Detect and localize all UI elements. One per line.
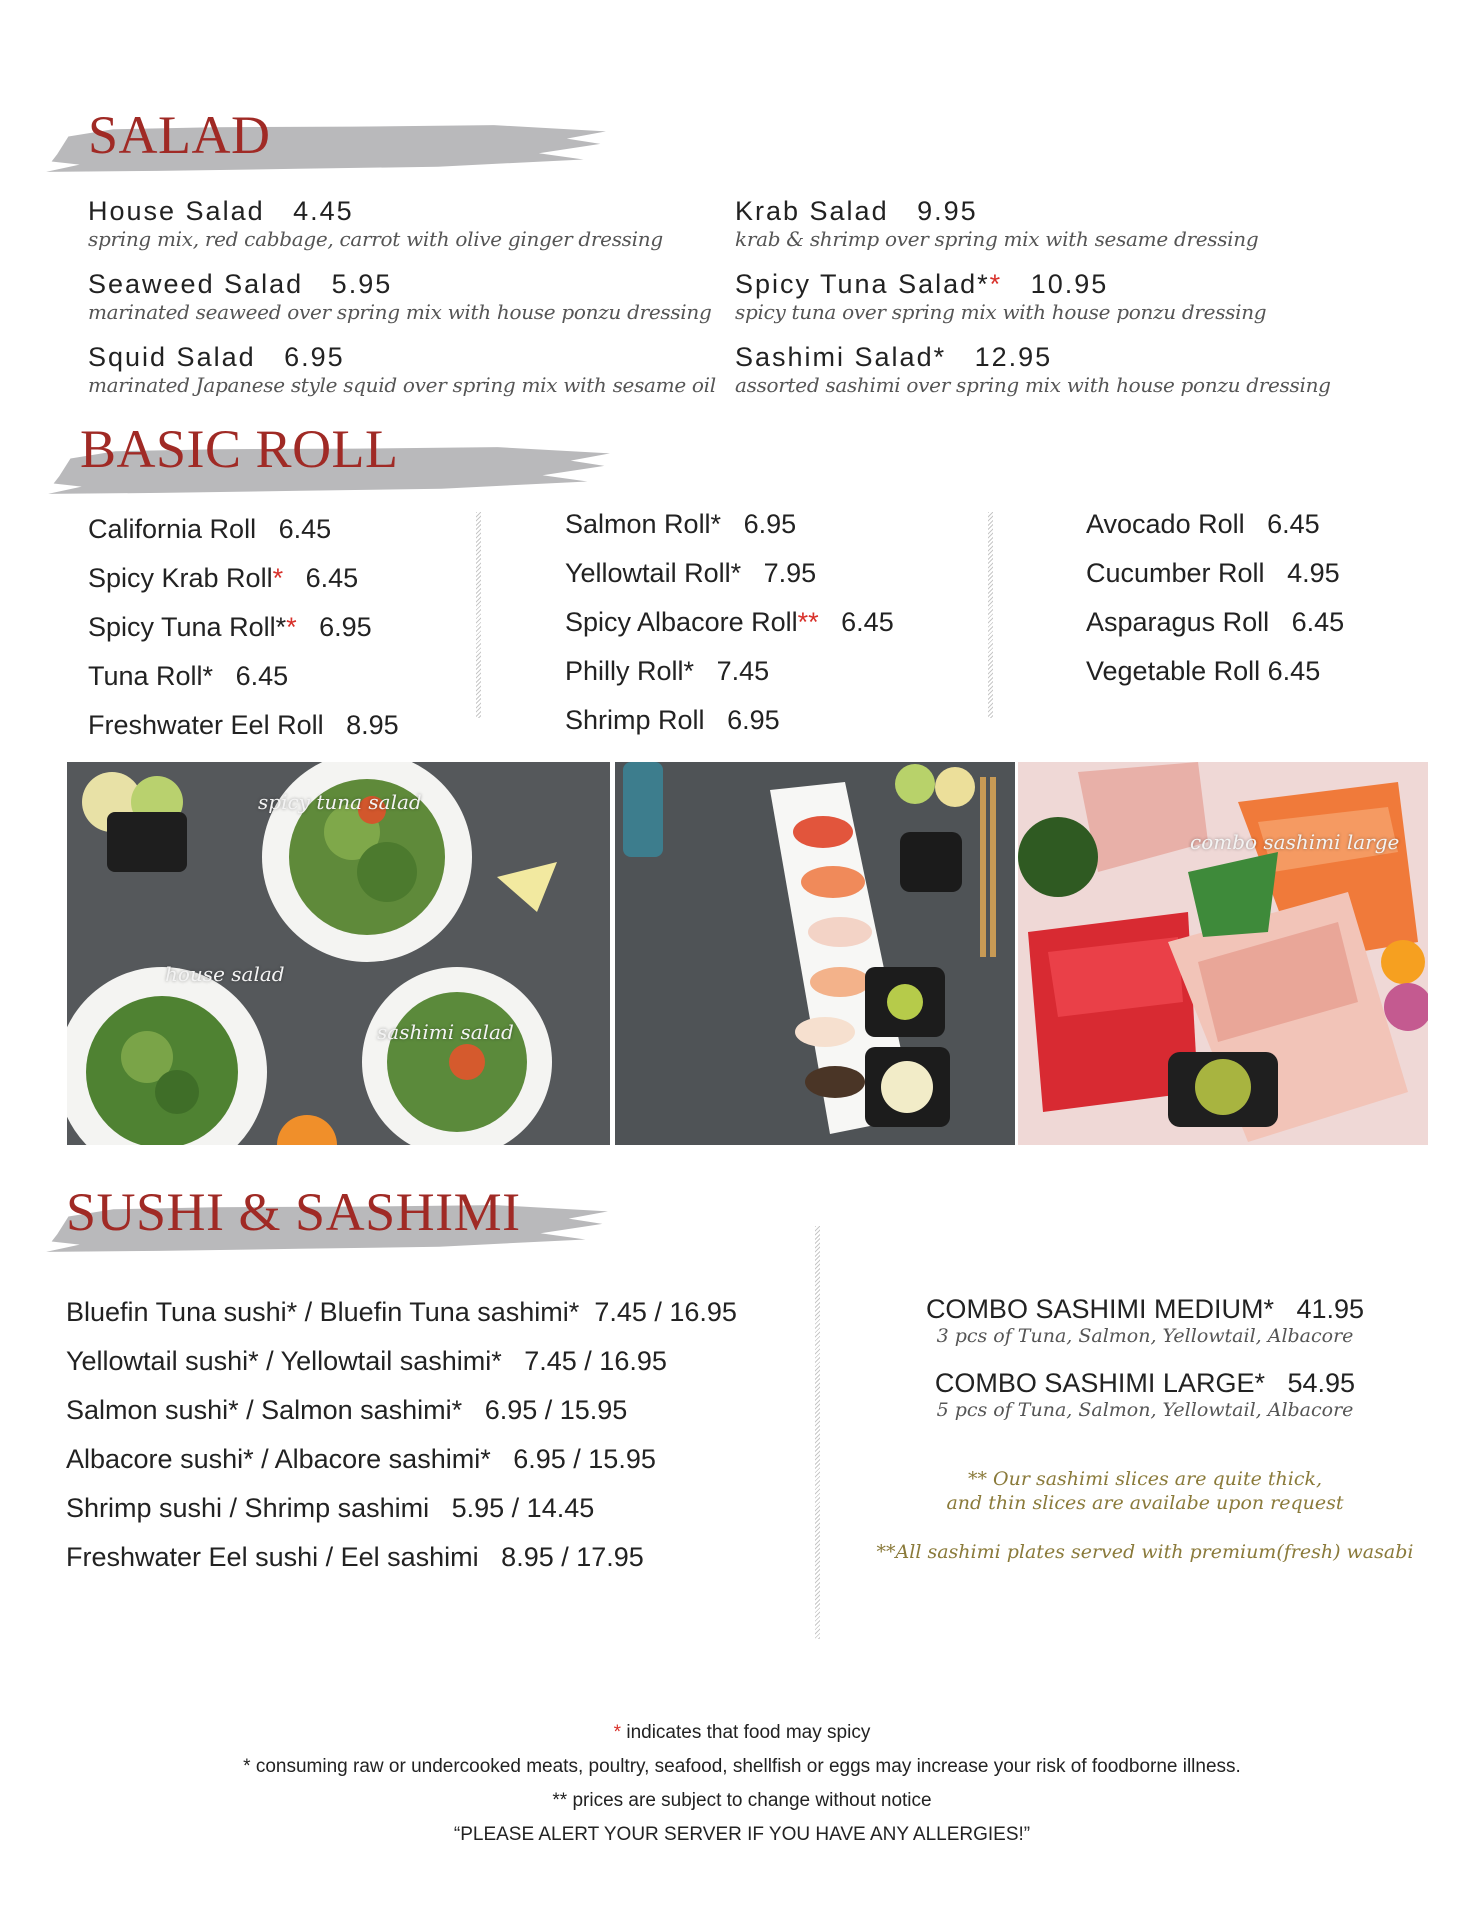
nigiri-photo-image (615, 762, 1015, 1145)
salad-item-seaweed (88, 271, 711, 322)
item-description: marinated Japanese style squid over spring mix with sesame oil (88, 373, 716, 397)
list-item: Bluefin Tuna sushi* / Bluefin Tuna sashimi* 7.45 / 16.95 (66, 1297, 737, 1327)
combo-sashimi-large (905, 1370, 1385, 1420)
item-name: Spicy Tuna Salad* (735, 269, 990, 299)
item-name: House Salad (88, 196, 265, 226)
note-line: and thin slices are availabe upon request (946, 1491, 1344, 1514)
column-divider (988, 512, 993, 718)
salad-item-krab (735, 198, 1258, 249)
list-item: Freshwater Eel Roll 8.95 (88, 710, 399, 740)
combo-sashimi-photo (1018, 762, 1428, 1145)
combo-title: COMBO SASHIMI LARGE* (934, 1368, 1265, 1398)
list-item: Yellowtail Roll* 7.95 (565, 558, 817, 588)
footer-allergy-alert: “PLEASE ALERT YOUR SERVER IF YOU HAVE ANY ALLERGIES!” (453, 1824, 1031, 1845)
item-price: 4.45 (293, 196, 354, 226)
list-item: Albacore sushi* / Albacore sashimi* 6.95 / 15.95 (66, 1444, 656, 1474)
list-item: Avocado Roll 6.45 (1086, 509, 1320, 539)
spicy-mark: ** (797, 607, 819, 637)
list-item: Tuna Roll* 6.45 (88, 661, 289, 691)
list-item: Spicy Tuna Roll** 6.95 (88, 612, 372, 642)
list-item: California Roll 6.45 (88, 514, 332, 544)
sushi-sashimi-section-title: SUSHI & SASHIMI (66, 1182, 521, 1242)
list-item: Freshwater Eel sushi / Eel sashimi 8.95 / 17.95 (66, 1542, 644, 1572)
list-item: Spicy Krab Roll* 6.45 (88, 563, 359, 593)
column-divider (815, 1226, 820, 1639)
list-item: Shrimp sushi / Shrimp sashimi 5.95 / 14.45 (66, 1493, 595, 1523)
item-price: 6.95 (284, 342, 345, 372)
note-line: ** Our sashimi slices are quite thick, (967, 1468, 1323, 1490)
item-name: Sashimi Salad* (735, 342, 947, 372)
item-name: Seaweed Salad (88, 269, 304, 299)
item-name: Krab Salad (735, 196, 889, 226)
sashimi-thickness-note (905, 1468, 1385, 1516)
footer-price-note: ** prices are subject to change without notice (552, 1790, 932, 1811)
list-item: Philly Roll* 7.45 (565, 656, 770, 686)
photo-label-combo-sashimi-large: combo sashimi large (1190, 830, 1400, 854)
sushi-list (66, 1299, 737, 1593)
list-item: Yellowtail sushi* / Yellowtail sashimi* 7.45 / 16.95 (66, 1346, 667, 1376)
salad-item-sashimi (735, 344, 1331, 395)
list-item: Salmon sushi* / Salmon sashimi* 6.95 / 15.95 (66, 1395, 628, 1425)
combo-sashimi-photo-image (1018, 762, 1428, 1145)
item-description: marinated seaweed over spring mix with house ponzu dressing (88, 300, 712, 324)
salads-photo-image (67, 762, 610, 1145)
salad-item-squid (88, 344, 716, 395)
item-price: 10.95 (1030, 269, 1109, 299)
spicy-mark: * (272, 563, 284, 593)
spicy-mark: * (613, 1722, 622, 1743)
salad-section-title: SALAD (88, 105, 271, 165)
roll-column-3 (1086, 511, 1344, 707)
item-description: spicy tuna over spring mix with house ponzu dressing (735, 300, 1267, 324)
combo-description: 3 pcs of Tuna, Salmon, Yellowtail, Albacore (936, 1325, 1354, 1347)
photo-label-sashimi-salad: sashimi salad (377, 1020, 514, 1044)
item-price: 9.95 (917, 196, 978, 226)
item-name: Squid Salad (88, 342, 256, 372)
wasabi-note: **All sashimi plates served with premium(fresh) wasabi (876, 1541, 1414, 1563)
list-item: Cucumber Roll 4.95 (1086, 558, 1340, 588)
salad-item-house (88, 198, 663, 249)
salad-item-spicy-tuna (735, 271, 1266, 322)
roll-column-1 (88, 516, 399, 761)
combo-description: 5 pcs of Tuna, Salmon, Yellowtail, Albacore (936, 1399, 1354, 1421)
list-item: Vegetable Roll 6.45 (1086, 656, 1321, 686)
spicy-mark: * (286, 612, 297, 642)
spicy-mark: * (989, 269, 1003, 299)
list-item: Salmon Roll* 6.95 (565, 509, 797, 539)
nigiri-photo (615, 762, 1015, 1145)
photo-label-house-salad: house salad (165, 962, 285, 986)
basic-roll-section-title: BASIC ROLL (80, 419, 399, 479)
salads-photo (67, 762, 610, 1145)
item-description: assorted sashimi over spring mix with house ponzu dressing (735, 373, 1331, 397)
combo-sashimi-medium (905, 1296, 1385, 1346)
footer-spicy-legend: * indicates that food may spicy (613, 1722, 871, 1743)
combo-price: 54.95 (1287, 1368, 1356, 1398)
column-divider (476, 512, 481, 718)
footer-raw-warning: * consuming raw or undercooked meats, poultry, seafood, shellfish or eggs may increase your risk of foodborne illness. (243, 1756, 1241, 1777)
list-item: Spicy Albacore Roll** 6.45 (565, 607, 894, 637)
item-price: 5.95 (331, 269, 393, 299)
list-item: Asparagus Roll 6.45 (1086, 607, 1345, 637)
combo-title: COMBO SASHIMI MEDIUM* (925, 1294, 1274, 1324)
roll-column-2 (565, 511, 894, 756)
item-description: krab & shrimp over spring mix with sesame dressing (735, 227, 1259, 251)
photo-label-spicy-tuna-salad: spicy tuna salad (258, 790, 422, 814)
combo-price: 41.95 (1296, 1294, 1365, 1324)
list-item: Shrimp Roll 6.95 (565, 705, 780, 735)
item-description: spring mix, red cabbage, carrot with olive ginger dressing (88, 227, 663, 251)
item-price: 12.95 (974, 342, 1053, 372)
